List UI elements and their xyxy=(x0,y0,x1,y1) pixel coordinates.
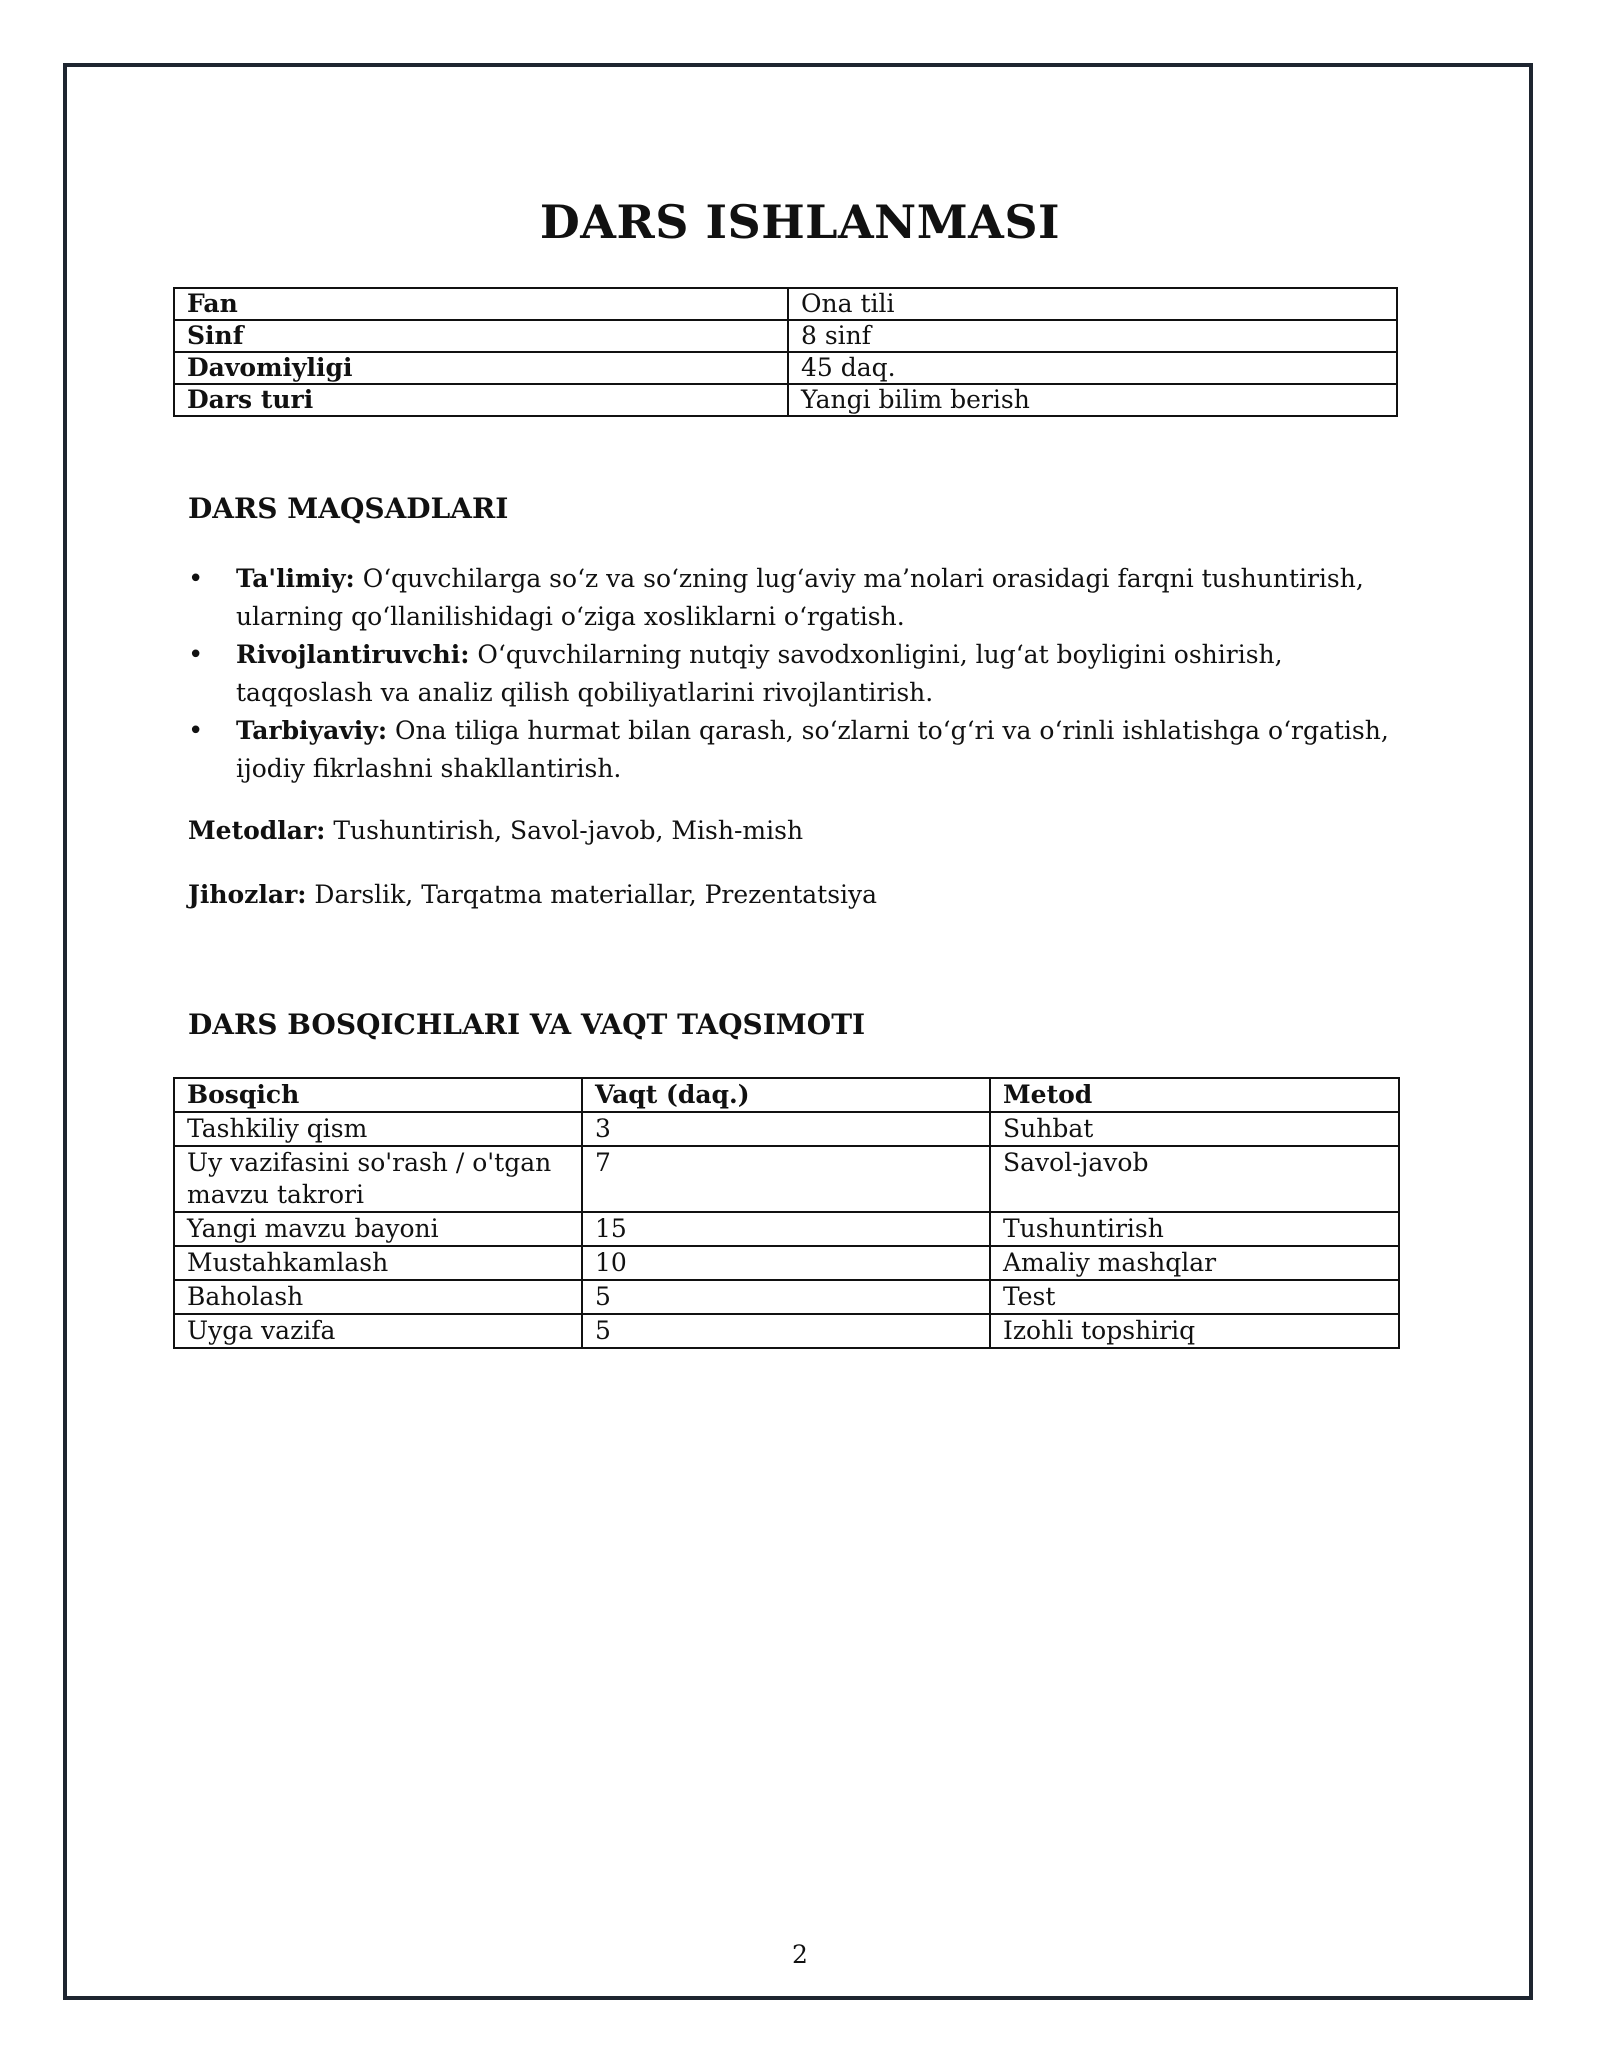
methods-line xyxy=(188,812,803,850)
equipment-text: Darslik, Tarqatma materiallar, Prezentatsiya xyxy=(306,880,878,909)
info-value: 45 daq. xyxy=(788,352,1397,384)
list-item xyxy=(188,636,1418,712)
time-cell: 10 xyxy=(582,1246,990,1280)
page-number: 2 xyxy=(792,1940,808,1969)
method-cell: Test xyxy=(990,1280,1399,1314)
method-cell: Izohli topshiriq xyxy=(990,1314,1399,1348)
stage-cell: Uy vazifasini so'rash / o'tgan mavzu takrori xyxy=(174,1146,582,1212)
info-value: Ona tili xyxy=(788,288,1397,320)
methods-label: Metodlar: xyxy=(188,816,326,845)
list-item xyxy=(188,712,1418,788)
goal-text: O‘quvchilarga so‘z va so‘zning lug‘aviy ma’nolari orasidagi farqni tushuntirish, ularning qo‘llanilishidagi o‘ziga xosliklarni o‘rgatish. xyxy=(236,564,1364,631)
table-row xyxy=(174,288,1397,320)
time-cell: 5 xyxy=(582,1280,990,1314)
lesson-stages-table xyxy=(173,1077,1400,1349)
info-key: Davomiyligi xyxy=(174,352,788,384)
method-cell: Amaliy mashqlar xyxy=(990,1246,1399,1280)
stages-heading: DARS BOSQICHLARI VA VAQT TAQSIMOTI xyxy=(188,1008,866,1041)
goal-text: O‘quvchilarning nutqiy savodxonligini, lug‘at boyligini oshirish, taqqoslash va analiz qilish qobiliyatlarini rivojlantirish. xyxy=(236,640,1283,707)
equipment-line xyxy=(188,876,877,914)
goal-text: Ona tiliga hurmat bilan qarash, so‘zlarni to‘g‘ri va o‘rinli ishlatishga o‘rgatish, ijodiy fikrlashni shakllantirish. xyxy=(236,716,1389,783)
table-row xyxy=(174,352,1397,384)
bullet-icon: • xyxy=(188,564,204,594)
equipment-label: Jihozlar: xyxy=(188,880,307,909)
table-header-row xyxy=(174,1078,1399,1112)
column-header-time: Vaqt (daq.) xyxy=(582,1078,990,1112)
list-item xyxy=(188,560,1418,636)
table-row xyxy=(174,1246,1399,1280)
info-value: 8 sinf xyxy=(788,320,1397,352)
table-row xyxy=(174,1314,1399,1348)
info-key: Sinf xyxy=(174,320,788,352)
table-row xyxy=(174,320,1397,352)
stage-cell: Mustahkamlash xyxy=(174,1246,582,1280)
stage-cell: Uyga vazifa xyxy=(174,1314,582,1348)
method-cell: Savol-javob xyxy=(990,1146,1399,1212)
table-row xyxy=(174,1112,1399,1146)
column-header-stage: Bosqich xyxy=(174,1078,582,1112)
info-key: Dars turi xyxy=(174,384,788,416)
info-value: Yangi bilim berish xyxy=(788,384,1397,416)
info-key: Fan xyxy=(174,288,788,320)
goals-list xyxy=(188,560,1418,788)
lesson-info-table xyxy=(173,287,1398,417)
column-header-method: Metod xyxy=(990,1078,1399,1112)
goal-label: Tarbiyaviy: xyxy=(236,716,388,745)
time-cell: 7 xyxy=(582,1146,990,1212)
time-cell: 5 xyxy=(582,1314,990,1348)
methods-text: Tushuntirish, Savol-javob, Mish-mish xyxy=(325,816,804,845)
method-cell: Suhbat xyxy=(990,1112,1399,1146)
goal-label: Ta'limiy: xyxy=(236,564,355,593)
table-row xyxy=(174,1280,1399,1314)
time-cell: 3 xyxy=(582,1112,990,1146)
document-title: DARS ISHLANMASI xyxy=(539,195,1061,249)
goals-heading: DARS MAQSADLARI xyxy=(188,492,509,525)
stage-cell: Tashkiliy qism xyxy=(174,1112,582,1146)
time-cell: 15 xyxy=(582,1212,990,1246)
method-cell: Tushuntirish xyxy=(990,1212,1399,1246)
table-row xyxy=(174,1212,1399,1246)
bullet-icon: • xyxy=(188,716,204,746)
stage-cell: Baholash xyxy=(174,1280,582,1314)
table-row xyxy=(174,1146,1399,1212)
stage-cell: Yangi mavzu bayoni xyxy=(174,1212,582,1246)
goal-label: Rivojlantiruvchi: xyxy=(236,640,470,669)
table-row xyxy=(174,384,1397,416)
bullet-icon: • xyxy=(188,640,204,670)
